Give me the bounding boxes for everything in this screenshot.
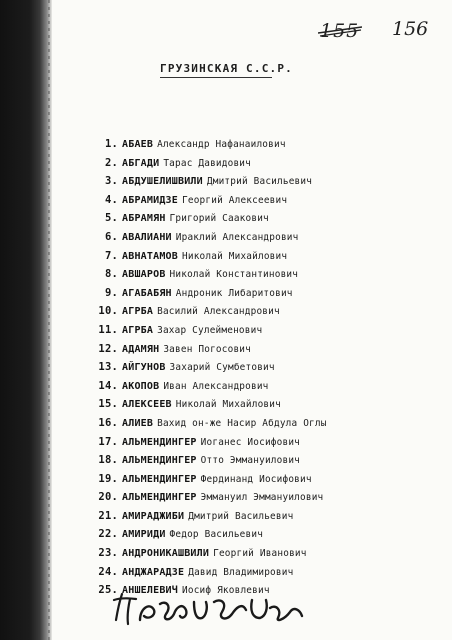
list-item (70, 247, 327, 266)
entry-number: 4. (104, 193, 118, 206)
entry-number: 3. (104, 175, 118, 188)
entry-number: 25. (98, 584, 118, 597)
list-item (70, 507, 327, 526)
list-item (70, 209, 327, 228)
list-item (70, 433, 327, 452)
entry-number: 14. (98, 379, 118, 392)
entry-given-names: Федор Васильевич (169, 529, 264, 541)
entry-number: 2. (104, 156, 118, 169)
list-item (70, 302, 327, 321)
list-item (70, 321, 327, 340)
entry-number: 18. (98, 454, 118, 467)
entry-number: 23. (98, 547, 118, 560)
entry-number: 6. (104, 230, 118, 243)
entry-number: 15. (98, 398, 118, 411)
entry-surname: АЛИЕВ (122, 417, 154, 429)
entry-surname: АНДРОНИКАШВИЛИ (122, 548, 210, 560)
entry-given-names: Николай Константинович (169, 269, 299, 281)
entry-given-names: Захарий Сумбетович (169, 362, 275, 374)
list-item (70, 135, 327, 154)
entry-given-names: Тарас Давидович (163, 157, 251, 169)
entry-surname: АЛЬМЕНДИНГЕР (122, 492, 197, 504)
page-number (318, 14, 438, 44)
list-item (70, 358, 327, 377)
entry-surname: АЛЕКСЕЕВ (122, 399, 172, 411)
new-page-number: 156 (392, 18, 429, 40)
entry-surname: АВАЛИАНИ (122, 231, 172, 243)
entry-number: 20. (98, 491, 118, 504)
list-item (70, 470, 327, 489)
entry-given-names: Иоганес Иосифович (200, 436, 301, 448)
list-item (70, 451, 327, 470)
list-item (70, 172, 327, 191)
entry-surname: АДАМЯН (122, 343, 160, 355)
entry-number: 22. (98, 528, 118, 541)
list-item (70, 191, 327, 210)
entry-number: 16. (98, 416, 118, 429)
entry-surname: АЛЬМЕНДИНГЕР (122, 473, 197, 485)
entry-number: 1. (104, 138, 118, 150)
list-item (70, 228, 327, 247)
entry-given-names: Григорий Саакович (169, 213, 269, 225)
entry-given-names: Эммануил Эммануилович (200, 492, 324, 504)
entry-given-names: Вахид он-же Насир Абдула Оглы (157, 417, 327, 429)
entry-number: 24. (98, 565, 118, 578)
entry-surname: АБГАДИ (122, 157, 160, 169)
entry-surname: АКОПОВ (122, 380, 160, 392)
entry-surname: АМИРИДИ (122, 529, 166, 541)
entry-given-names: Фердинанд Иосифович (200, 473, 312, 485)
entry-given-names: Иосиф Яковлевич (182, 585, 270, 597)
list-item (70, 377, 327, 396)
entry-number: 12. (98, 342, 118, 355)
entry-given-names: Андроник Либаритович (175, 287, 293, 299)
entry-surname: АБРАМИДЗЕ (122, 194, 178, 206)
entry-given-names: Николай Михайлович (182, 250, 288, 262)
entry-surname: АНШЕЛЕВИЧ (122, 585, 178, 597)
entry-given-names: Дмитрий Васильевич (188, 510, 294, 522)
entry-number: 10. (98, 305, 118, 318)
heading-underline (160, 77, 272, 78)
list-item (70, 563, 327, 582)
entry-surname: АВШАРОВ (122, 269, 166, 281)
entry-given-names: Давид Владимирович (188, 566, 294, 578)
entry-surname: АГРБА (122, 324, 154, 336)
entry-surname: АБАЕВ (122, 139, 154, 150)
entry-number: 21. (98, 509, 118, 522)
entry-surname: АЛЬМЕНДИНГЕР (122, 455, 197, 467)
entry-surname: АВНАТАМОВ (122, 250, 178, 262)
entry-given-names: Дмитрий Васильевич (206, 176, 313, 188)
entry-number: 9. (104, 286, 118, 299)
handwritten-signature (110, 590, 310, 630)
entry-given-names: Завен Погосович (163, 343, 251, 355)
entry-number: 17. (98, 435, 118, 448)
entry-given-names: Николай Михайлович (175, 399, 281, 411)
list-item (70, 154, 327, 173)
entry-surname: АНДЖАРАДЗЕ (122, 566, 185, 578)
entry-given-names: Ираклий Александрович (175, 231, 299, 243)
list-item (70, 544, 327, 563)
entry-surname: АМИРАДЖИБИ (122, 510, 185, 522)
entry-surname: АЙГУНОВ (122, 362, 166, 374)
scan-binding-shadow (0, 0, 52, 640)
entry-surname: АЛЬМЕНДИНГЕР (122, 436, 197, 448)
strikethrough-mark (318, 20, 362, 40)
list-item (70, 488, 327, 507)
list-item (70, 340, 327, 359)
name-list (70, 135, 327, 600)
entry-number: 5. (104, 212, 118, 225)
entry-surname: АБДУШЕЛИШВИЛИ (122, 176, 203, 188)
list-item (70, 525, 327, 544)
entry-given-names: Василий Александрович (157, 306, 280, 318)
entry-number: 7. (104, 249, 118, 262)
entry-given-names: Захар Сулейменович (157, 324, 263, 336)
entry-number: 13. (98, 361, 118, 374)
entry-surname: АБРАМЯН (122, 213, 166, 225)
entry-given-names: Георгий Иванович (213, 548, 307, 560)
list-item (70, 265, 327, 284)
entry-number: 11. (98, 323, 118, 336)
entry-given-names: Иван Александрович (163, 380, 269, 392)
list-item (70, 395, 327, 414)
entry-given-names: Георгий Алексеевич (182, 194, 288, 206)
list-item (70, 284, 327, 303)
old-page-number: 155 (320, 20, 360, 42)
entry-surname: АГАБАБЯН (122, 287, 172, 299)
entry-given-names: Отто Эммануилович (200, 455, 301, 467)
entry-surname: АГРБА (122, 306, 154, 318)
entry-number: 8. (104, 268, 118, 281)
list-item (70, 414, 327, 433)
entry-number: 19. (98, 472, 118, 485)
entry-given-names: Александр Нафанаилович (157, 139, 286, 150)
document-heading: ГРУЗИНСКАЯ С.С.Р. (160, 62, 293, 75)
